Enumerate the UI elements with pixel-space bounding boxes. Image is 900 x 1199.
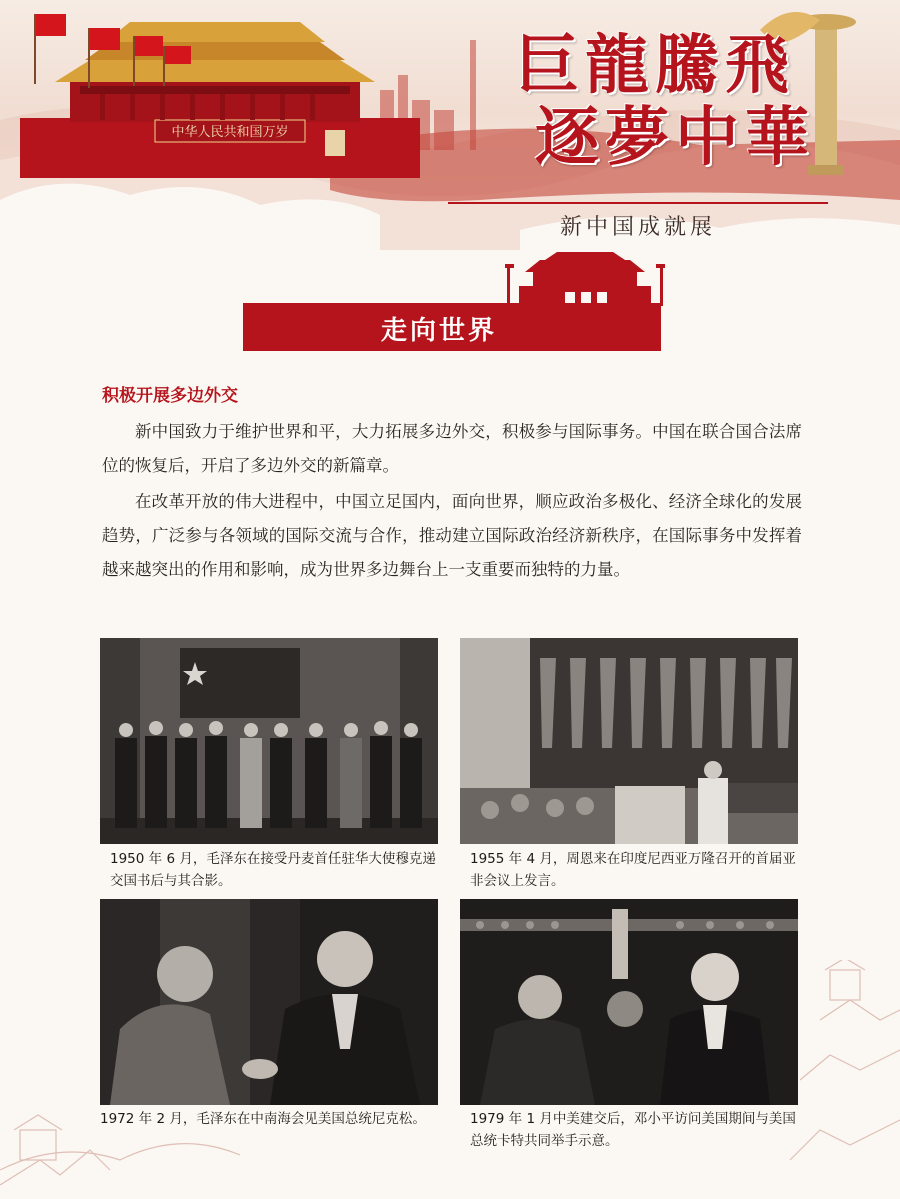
great-wall-decoration xyxy=(0,960,900,1199)
title-line-2: 逐夢中華 xyxy=(535,100,815,175)
poster-subtitle: 新中国成就展 xyxy=(559,215,716,240)
photo-caption-1: 1950 年 6 月，毛泽东在接受丹麦首任驻华大使穆克递交国书后与其合影。 xyxy=(110,851,436,889)
header-banner xyxy=(0,0,900,250)
photo-caption-3: 1972 年 2 月，毛泽东在中南海会见美国总统尼克松。 xyxy=(100,1111,426,1127)
poster-title xyxy=(455,30,855,174)
article-paragraph-2: 在改革开放的伟大进程中，中国立足国内，面向世界，顺应政治多极化、经济全球化的发展趋势，广泛参与各领域的国际交流与合作，推动建立国际政治经济新秩序，在国际事务中发挥着越来越突出的作用和影响，成为世界多边舞台上一支重要而独特的力量。 xyxy=(102,492,802,579)
title-divider xyxy=(448,202,828,204)
section-title: 走向世界 xyxy=(381,316,498,346)
photo-1955-bandung xyxy=(460,638,798,844)
gate-icon xyxy=(505,250,665,306)
photo-caption-4: 1979 年 1 月中美建交后，邓小平访问美国期间与美国总统卡特共同举手示意。 xyxy=(470,1111,796,1149)
title-line-1: 巨龍騰飛 xyxy=(515,28,795,103)
gate-slogan: 中华人民共和国万岁 xyxy=(171,125,289,140)
photo-caption-2: 1955 年 4 月，周恩来在印度尼西亚万隆召开的首届亚非会议上发言。 xyxy=(470,851,796,889)
photo-1950-ambassador xyxy=(100,638,438,844)
article-paragraph-1: 新中国致力于维护世界和平，大力拓展多边外交，积极参与国际事务。中国在联合国合法席位的恢复后，开启了多边外交的新篇章。 xyxy=(102,422,802,475)
article-heading: 积极开展多边外交 xyxy=(102,386,238,406)
section-title-bar xyxy=(243,303,661,351)
